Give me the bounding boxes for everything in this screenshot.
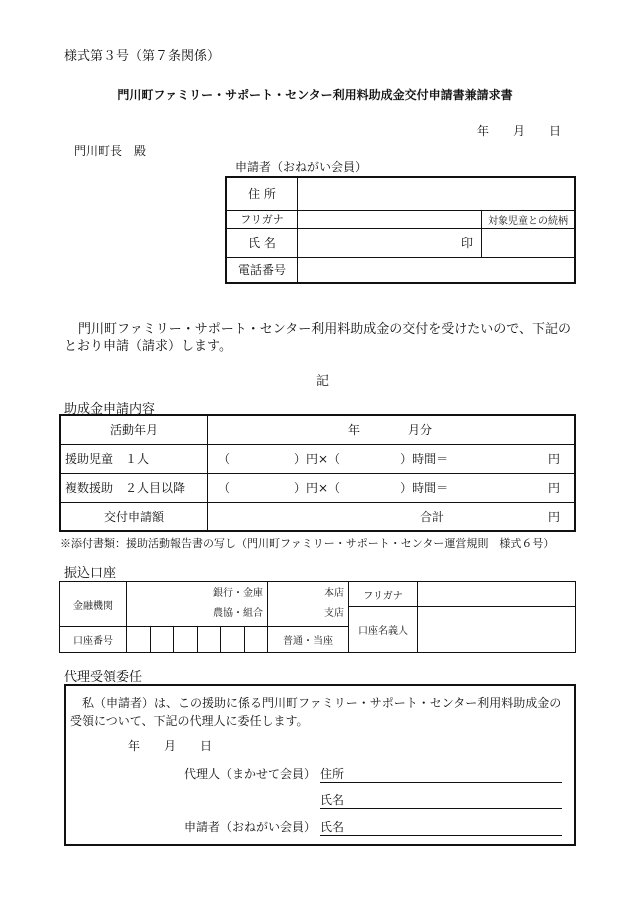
yen-unit: 円 bbox=[547, 452, 560, 466]
agent-name-label: 氏名 bbox=[320, 793, 345, 807]
form-number: 様式第３号（第７条関係） bbox=[64, 49, 221, 64]
yen-times: ）円×（ bbox=[294, 452, 341, 466]
name-field[interactable] bbox=[298, 228, 482, 257]
grant-amount-field[interactable] bbox=[208, 502, 576, 531]
furigana-label-bank: フリガナ bbox=[349, 582, 418, 607]
agent-address-label: 住所 bbox=[320, 767, 345, 781]
account-digit[interactable] bbox=[244, 627, 268, 653]
multi-child-calc[interactable] bbox=[208, 473, 576, 502]
paren: （ bbox=[218, 452, 231, 466]
applicant-name-field[interactable] bbox=[320, 818, 562, 836]
hours-eq: ）時間＝ bbox=[400, 481, 449, 495]
account-digit[interactable] bbox=[221, 627, 245, 653]
relation-label: 対象児童との続柄 bbox=[482, 210, 576, 228]
body-line-2: とおり申請（請求）します。 bbox=[64, 339, 232, 354]
activity-month-label: 活動年月 bbox=[60, 415, 208, 444]
branch-field[interactable] bbox=[268, 582, 349, 627]
grant-amount-label: 交付申請額 bbox=[60, 502, 208, 531]
total-label: 合計 bbox=[420, 509, 445, 524]
seal-mark: 印 bbox=[460, 236, 473, 250]
account-holder-field[interactable] bbox=[418, 607, 576, 653]
phone-field[interactable] bbox=[298, 257, 576, 283]
yen-unit: 円 bbox=[547, 509, 560, 524]
address-field[interactable] bbox=[298, 177, 576, 210]
furigana-field[interactable] bbox=[298, 210, 482, 228]
proxy-date: 年 月 日 bbox=[128, 739, 213, 753]
phone-label: 電話番号 bbox=[226, 257, 298, 283]
branch-2: 支店 bbox=[324, 608, 344, 619]
account-holder-label: 口座名義人 bbox=[349, 607, 418, 653]
bank-table bbox=[59, 581, 576, 653]
proxy-text-2: 受領について、下記の代理人に委任します。 bbox=[70, 714, 309, 728]
relation-field[interactable] bbox=[482, 228, 576, 257]
date-line: 年 月 日 bbox=[477, 124, 562, 138]
agent-label: 代理人（まかせて会員） bbox=[184, 767, 317, 781]
bank-heading: 振込口座 bbox=[64, 566, 117, 581]
single-child-calc[interactable] bbox=[208, 444, 576, 473]
ki-label: 記 bbox=[316, 374, 330, 389]
account-digit[interactable] bbox=[150, 627, 174, 653]
applicant-name-label: 氏名 bbox=[320, 820, 345, 834]
addressee: 門川町長 殿 bbox=[74, 144, 147, 158]
institution-label: 金融機関 bbox=[60, 582, 127, 627]
account-type[interactable]: 普通・当座 bbox=[268, 627, 349, 653]
subsidy-heading: 助成金申請内容 bbox=[64, 402, 156, 417]
institution-field[interactable] bbox=[127, 582, 268, 627]
account-number-label: 口座番号 bbox=[60, 627, 127, 653]
branch-1: 本店 bbox=[324, 588, 344, 599]
account-digit[interactable] bbox=[127, 627, 151, 653]
applicant-sign-label: 申請者（おねがい会員） bbox=[184, 820, 317, 834]
bank-types-2: 農協・組合 bbox=[213, 608, 263, 619]
proxy-text-1: 私（申請者）は、この援助に係る門川町ファミリー・サポート・センター利用料助成金の bbox=[82, 696, 562, 710]
furigana-label: フリガナ bbox=[226, 210, 298, 228]
single-child-label: 援助児童 １人 bbox=[60, 444, 208, 473]
page-title: 門川町ファミリー・サポート・センター利用料助成金交付申請書兼請求書 bbox=[117, 88, 513, 102]
agent-name-field[interactable] bbox=[320, 791, 562, 809]
paren: （ bbox=[218, 481, 231, 495]
applicant-heading: 申請者（おねがい会員） bbox=[235, 160, 368, 174]
account-digit[interactable] bbox=[174, 627, 198, 653]
address-label: 住 所 bbox=[226, 177, 298, 210]
applicant-table bbox=[225, 176, 576, 284]
name-label: 氏 名 bbox=[226, 228, 298, 257]
account-digit[interactable] bbox=[197, 627, 221, 653]
proxy-heading: 代理受領委任 bbox=[64, 670, 143, 685]
bank-types-1: 銀行・金庫 bbox=[213, 588, 263, 599]
subsidy-table bbox=[59, 414, 576, 532]
yen-times: ）円×（ bbox=[294, 481, 341, 495]
agent-address-field[interactable] bbox=[320, 765, 562, 783]
body-line-1: 門川町ファミリー・サポート・センター利用料助成金の交付を受けたいので、下記の bbox=[78, 322, 571, 337]
furigana-field-bank[interactable] bbox=[418, 582, 576, 607]
yen-unit: 円 bbox=[547, 481, 560, 495]
attachment-note: ※添付書類：援助活動報告書の写し（門川町ファミリー・サポート・センター運営規則 様式６号） bbox=[60, 537, 555, 550]
hours-eq: ）時間＝ bbox=[400, 452, 449, 466]
activity-month-value[interactable]: 年 月分 bbox=[208, 415, 576, 444]
multi-child-label: 複数援助 ２人目以降 bbox=[60, 473, 208, 502]
